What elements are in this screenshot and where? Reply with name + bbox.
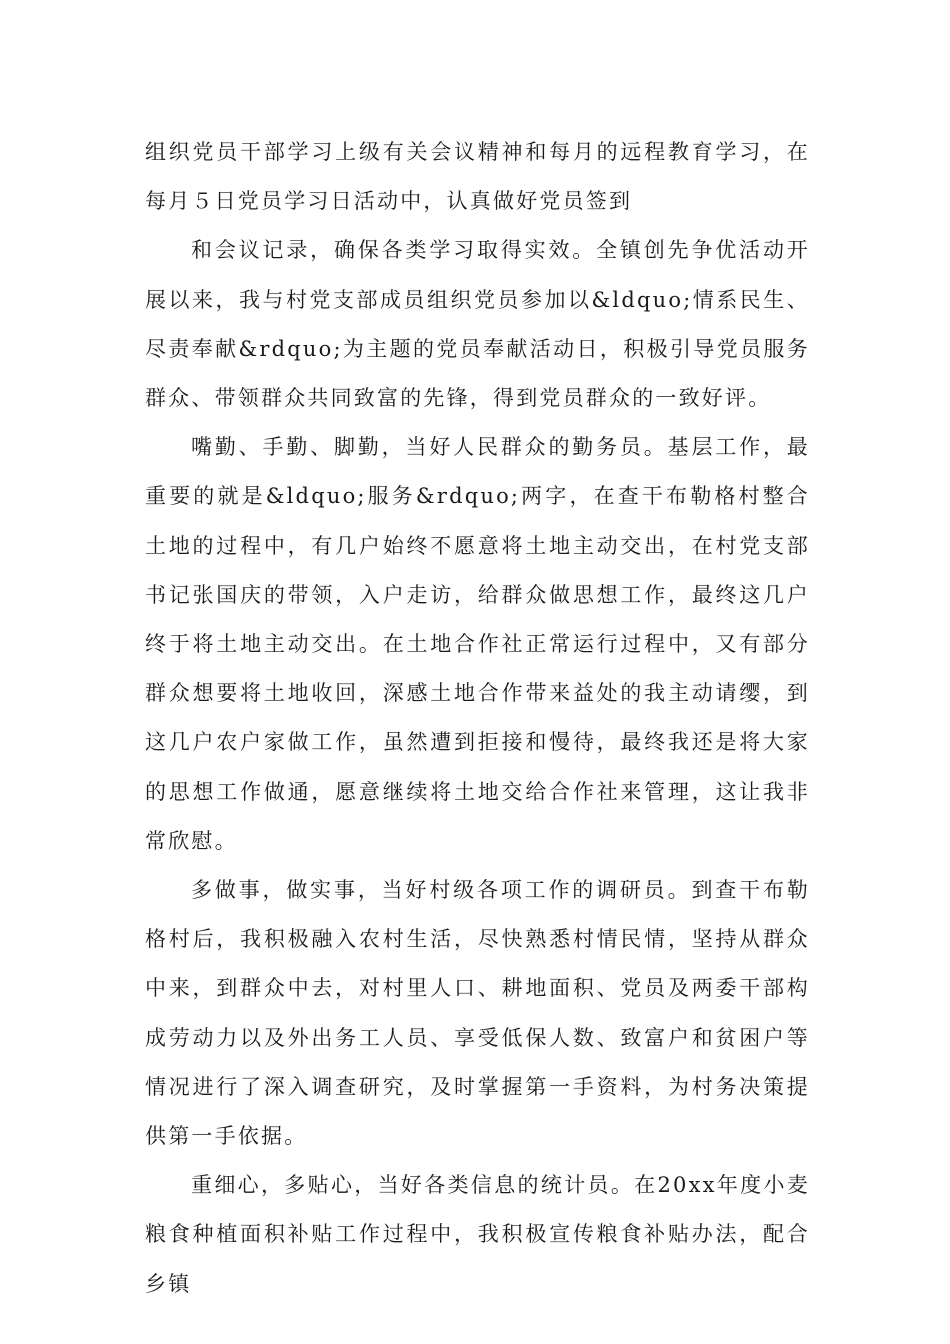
document-body <box>145 128 810 1309</box>
paragraph-2: 和会议记录，确保各类学习取得实效。全镇创先争优活动开展以来，我与村党支部成员组织党员参加以&ldquo;情系民生、尽责奉献&rdquo;为主题的党员奉献活动日，积极引导党员服务群众、带领群众共同致富的先锋，得到党员群众的一致好评。 <box>145 238 810 411</box>
paragraph-3: 嘴勤、手勤、脚勤，当好人民群众的勤务员。基层工作，最重要的就是&ldquo;服务&rdquo;两字，在查干布勒格村整合土地的过程中，有几户始终不愿意将土地主动交出，在村党支部书记张国庆的带领，入户走访，给群众做思想工作，最终这几户终于将土地主动交出。在土地合作社正常运行过程中，又有部分群众想要将土地收回，深感土地合作带来益处的我主动请缨，到这几户农户家做工作，虽然遭到拒接和慢待，最终我还是将大家的思想工作做通，愿意继续将土地交给合作社来管理，这让我非常欣慰。 <box>145 435 810 853</box>
paragraph-5: 重细心，多贴心，当好各类信息的统计员。在20xx年度小麦粮食种植面积补贴工作过程中，我积极宣传粮食补贴办法，配合乡镇 <box>145 1173 810 1296</box>
paragraph-1: 组织党员干部学习上级有关会议精神和每月的远程教育学习，在每月５日党员学习日活动中，认真做好党员签到 <box>145 140 810 214</box>
paragraph-4: 多做事，做实事，当好村级各项工作的调研员。到查干布勒格村后，我积极融入农村生活，尽快熟悉村情民情，坚持从群众中来，到群众中去，对村里人口、耕地面积、党员及两委干部构成劳动力以及外出务工人员、享受低保人数、致富户和贫困户等情况进行了深入调查研究，及时掌握第一手资料，为村务决策提供第一手依据。 <box>145 878 810 1149</box>
